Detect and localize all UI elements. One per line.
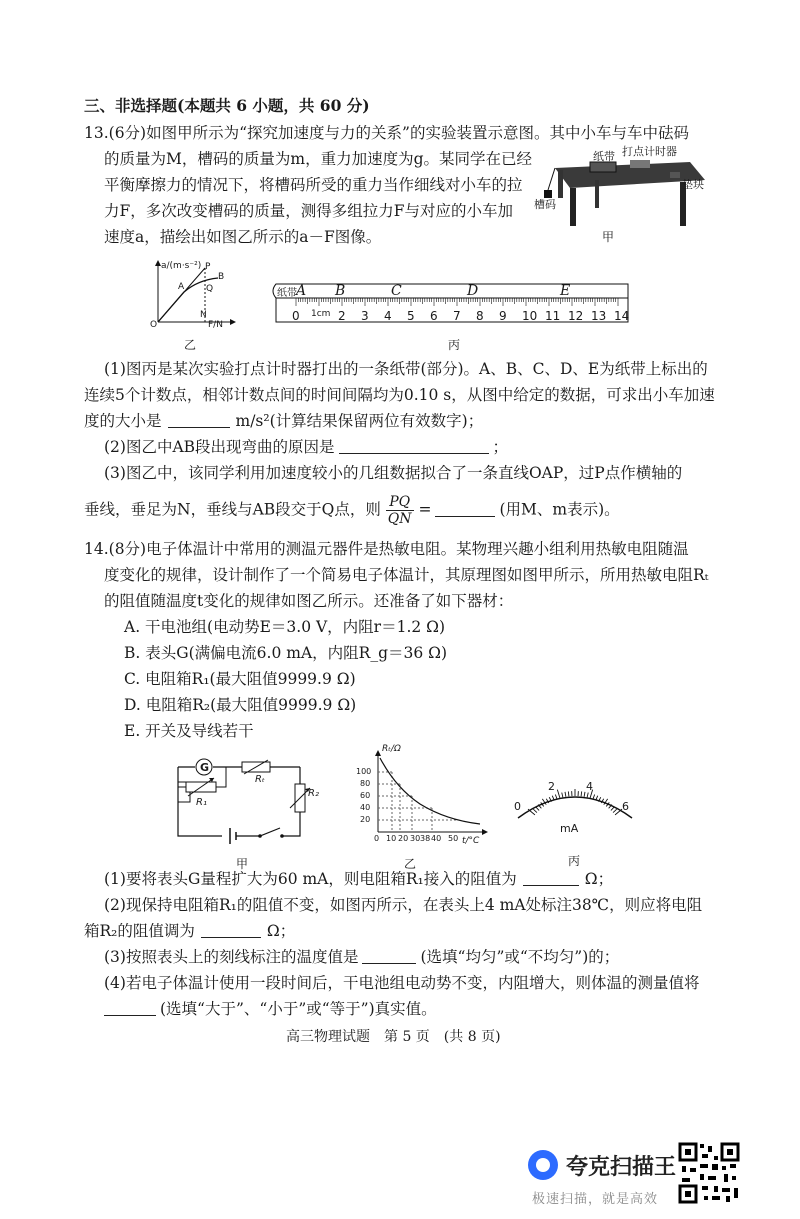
ruler-tick-label: 14: [614, 309, 630, 323]
q14-sub3-text-a: (3)按照表头上的刻线标注的温度值是: [104, 948, 359, 966]
Rt-xtick-0: 0: [374, 834, 380, 843]
tape-point-C: C: [391, 283, 402, 299]
circuit-label-R2: R₂: [308, 788, 319, 799]
q14-sub2-line1: (2)现保持电阻箱R₁的阻值不变，如图丙所示，在表头上4 mA处标注38℃，则应将电阻: [104, 896, 703, 914]
q14-sub4-answer-blank[interactable]: [104, 1001, 156, 1016]
ruler-tick-label: 11: [545, 309, 561, 323]
q13-line-2: 的质量为M，槽码的质量为m，重力加速度为g。某同学在已经: [104, 150, 532, 168]
q14-sub1-text-b: Ω；: [584, 870, 614, 888]
q14-sub4-line1: (4)若电子体温计使用一段时间后，干电池组电动势不变，内阻增大，则体温的测量值将: [104, 974, 700, 992]
dial-tick-mark: [611, 807, 614, 811]
q13-sub1-text-b: m/s²(计算结果保留两位有效数字)；: [235, 412, 484, 430]
q14-sub3-text-b: (选填“均匀”或“不均匀”)的；: [420, 948, 620, 966]
q14-sub1: [104, 870, 613, 888]
q13-equals: =: [418, 500, 432, 519]
dial-tick-4: 4: [586, 780, 593, 793]
brand-slogan: 极速扫描，就是高效: [532, 1192, 659, 1207]
ruler-tick-label: 3: [361, 309, 369, 323]
q13-line-1: 13.(6分)如图甲所示为“探究加速度与力的关系”的实验装置示意图。其中小车与车中砝码: [84, 124, 689, 142]
apparatus-label-timer: 打点计时器: [622, 145, 677, 158]
q14-sub2-line2: [84, 922, 295, 940]
q13-line-4: 力F，多次改变槽码的质量，测得多组拉力F与对应的小车加: [104, 202, 514, 220]
q14-sub4-line2: [104, 1000, 437, 1018]
Rt-ytick-80: 80: [360, 779, 371, 788]
Rt-xtick-40: 40: [431, 834, 442, 843]
aF-label-P: P: [205, 262, 211, 272]
circuit-label-Rt: Rₜ: [255, 774, 265, 785]
apparatus-label-tape: 纸带: [593, 150, 615, 163]
q13-sub3-answer-blank[interactable]: [435, 502, 495, 517]
Rt-graph-ylabel: Rₜ/Ω: [382, 744, 401, 754]
brand-logo-icon: [528, 1150, 558, 1180]
q14-circuit: [170, 752, 320, 844]
q14-option-B: B. 表头G(满偏电流6.0 mA，内阻R_g＝36 Ω): [124, 644, 448, 662]
dial-tick-6: 6: [622, 800, 629, 813]
ruler-tick-label: 9: [499, 309, 507, 323]
aF-label-N: N: [200, 310, 207, 320]
ruler-tick-label: 12: [568, 309, 584, 323]
q13-sub3-line1: (3)图乙中，该同学利用加速度较小的几组数据拟合了一条直线OAP，过P点作横轴的: [104, 464, 683, 482]
q13-sub3-text-a: 垂线，垂足为N，垂线与AB段交于Q点，则: [84, 500, 381, 519]
q13-sub1-answer-blank[interactable]: [168, 413, 230, 428]
q13-line-3: 平衡摩擦力的情况下，将槽码所受的重力当作细线对小车的拉: [104, 176, 523, 194]
ruler-tick-label: 10: [522, 309, 538, 323]
q13-sub1-line1: (1)图丙是某次实验打点计时器打出的一条纸带(部分)。A、B、C、D、E为纸带上标出的: [104, 360, 708, 378]
aF-label-O: O: [150, 320, 158, 330]
q14-sub3-answer-blank[interactable]: [362, 949, 416, 964]
ruler-tick-label: 7: [453, 309, 461, 323]
dial-tick-mark: [613, 809, 617, 812]
Rt-ytick-40: 40: [360, 803, 371, 812]
q14-line-2: 度变化的规律，设计制作了一个简易电子体温计，其原理图如图甲所示，所用热敏电阻Rₜ: [104, 566, 709, 584]
q13-sub1-line2: 连续5个计数点，相邻计数点间的时间间隔均为0.10 s，从图中给定的数据，可求出小车加速: [84, 386, 715, 404]
q13-fraction: $\frac{PQ}{QN}$: [387, 494, 412, 527]
Rt-xtick-38: 38: [420, 834, 431, 843]
q14-sub2-text-a: 箱R₂的阻值调为: [84, 922, 195, 940]
dial-tick-mark: [555, 794, 557, 799]
ruler-tick-label: 1cm: [311, 309, 331, 319]
dial-tick-mark: [584, 792, 585, 797]
circuit-label-R1: R₁: [196, 797, 207, 808]
apparatus-caption: 甲: [602, 230, 615, 244]
q13-line-5: 速度a，描绘出如图乙所示的a－F图像。: [104, 228, 382, 246]
dial-tick-mark: [565, 792, 566, 797]
tape-caption: 丙: [448, 338, 461, 352]
aF-label-A: A: [178, 282, 185, 292]
q14-option-C: C. 电阻箱R₁(最大阻值9999.9 Ω): [124, 670, 356, 688]
Rt-xtick-50: 50: [448, 834, 459, 843]
q13-sub2-text-b: ；: [492, 438, 509, 456]
dial-tick-mark: [557, 790, 560, 799]
aF-xlabel: F/N: [208, 320, 223, 330]
q14-option-E: E. 开关及导线若干: [124, 722, 254, 740]
Rt-xtick-30: 30: [410, 834, 421, 843]
ruler-tick-label: 4: [384, 309, 392, 323]
apparatus-label-weight: 槽码: [534, 198, 556, 211]
q13-sub1-line3: [84, 412, 483, 430]
tape-point-D: D: [467, 283, 479, 299]
dial-tick-mark: [587, 793, 588, 798]
q13-aF-graph: [150, 260, 240, 335]
Rt-xtick-10: 10: [386, 834, 397, 843]
q14-sub3: [104, 948, 619, 966]
dial-tick-0: 0: [514, 800, 521, 813]
ruler-tick-label: 2: [338, 309, 346, 323]
ruler-tick-label: 13: [591, 309, 607, 323]
q14-line-3: 的阻值随温度t变化的规律如图乙所示。还准备了如下器材：: [104, 592, 514, 610]
ruler-tick-label: 5: [407, 309, 415, 323]
tape-point-B: B: [335, 283, 346, 299]
tape-point-A: A: [296, 283, 307, 299]
Rt-ytick-60: 60: [360, 791, 371, 800]
dial-tick-mark: [536, 807, 539, 811]
apparatus-label-block: 垫块: [682, 178, 704, 191]
q13-sub2-text-a: (2)图乙中AB段出现弯曲的原因是: [104, 438, 335, 456]
dial-tick-2: 2: [548, 780, 555, 793]
circuit-label-G: G: [200, 761, 210, 774]
q14-option-A: A. 干电池组(电动势E＝3.0 V，内阻r＝1.2 Ω): [124, 618, 446, 636]
dial-tick-mark: [568, 791, 569, 796]
Rt-graph-caption: 乙: [404, 857, 417, 871]
dial-tick-mark: [562, 793, 563, 798]
q14-option-D: D. 电阻箱R₂(最大阻值9999.9 Ω): [124, 696, 357, 714]
page-footer: 高三物理试题 第 5 页 (共 8 页): [286, 1029, 501, 1045]
tape-label: 纸带: [277, 288, 297, 299]
aF-ylabel: a/(m·s⁻²): [161, 261, 202, 271]
Rt-ytick-20: 20: [360, 815, 371, 824]
brand-name: 夸克扫描王: [566, 1155, 677, 1180]
q13-sub3-text-b: (用M、m表示)。: [499, 500, 620, 519]
ruler-tick-label: 8: [476, 309, 484, 323]
q14-Rt-graph: [370, 748, 490, 848]
q14-sub2-text-b: Ω；: [266, 922, 296, 940]
q13-sub2: [104, 438, 508, 456]
q13-sub1-text-a: 度的大小是: [84, 412, 162, 430]
circuit-caption: 甲: [236, 857, 249, 871]
q14-sub4-text: (选填“大于”、“小于”或“等于”)真实值。: [160, 1000, 437, 1018]
aF-label-B: B: [218, 272, 225, 282]
dial-tick-mark: [581, 791, 582, 796]
dial-unit: mA: [560, 822, 579, 835]
Rt-ytick-100: 100: [356, 767, 372, 776]
q14-sub1-answer-blank[interactable]: [523, 871, 579, 886]
Rt-graph-xlabel: t/°C: [462, 836, 480, 846]
dial-caption: 丙: [568, 854, 581, 868]
q14-sub2-answer-blank[interactable]: [201, 923, 261, 938]
q13-sub3-line2: [84, 494, 620, 527]
dial-tick-mark: [533, 809, 537, 812]
aF-caption: 乙: [184, 338, 197, 352]
section-title: 三、非选择题(本题共 6 小题，共 60 分): [84, 96, 370, 115]
q14-line-1: 14.(8分)电子体温计中常用的测温元器件是热敏电阻。某物理兴趣小组利用热敏电阻随温: [84, 540, 689, 558]
qr-code-icon: [678, 1142, 740, 1204]
Rt-xtick-20: 20: [398, 834, 409, 843]
q14-sub1-text-a: (1)要将表头G量程扩大为60 mA，则电阻箱R₁接入的阻值为: [104, 870, 517, 888]
q13-sub2-answer-blank[interactable]: [339, 439, 489, 454]
tape-point-E: E: [560, 283, 571, 299]
dial-tick-mark: [593, 794, 595, 799]
aF-label-Q: Q: [206, 284, 214, 294]
ruler-tick-label: 0: [292, 309, 300, 323]
ruler-tick-label: 6: [430, 309, 438, 323]
